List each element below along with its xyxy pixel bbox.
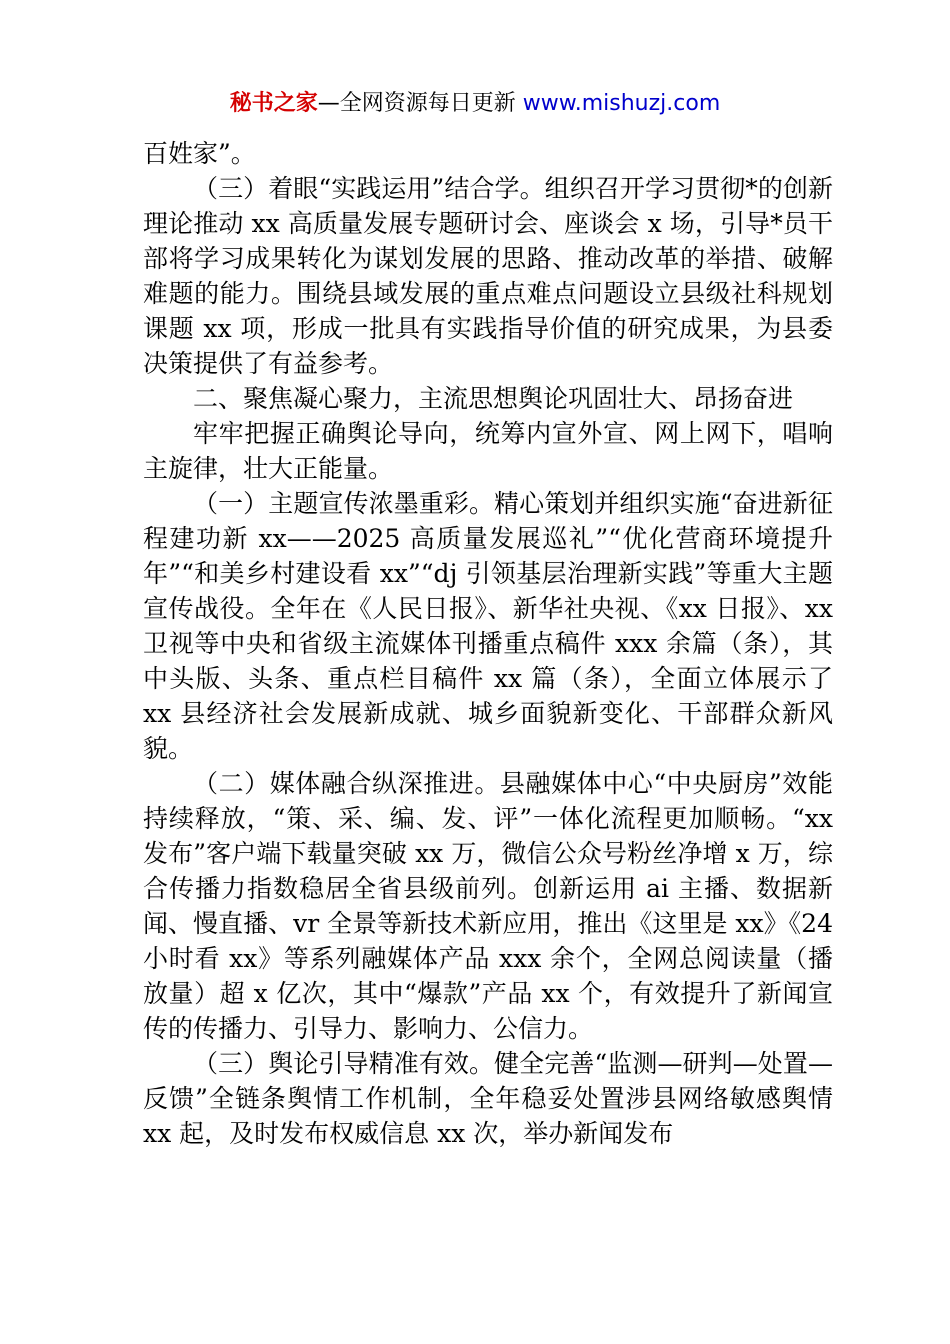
website-link[interactable]: www.mishuzj.com (522, 91, 721, 116)
paragraph: （三）着眼“实践运用”结合学。组织召开学习贯彻*的创新理论推动 xx 高质量发展专题研讨会、座谈会 x 场，引导*员干部将学习成果转化为谋划发展的思路、推动改革的举措、破解难题的能力。围绕县域发展的重点难点问题设立县级社科规划课题 xx 项，形成一批具有实践指导价值的研究成果，为县委决策提供了有益参考。 (143, 174, 833, 378)
document-body (143, 136, 833, 1151)
section-heading: 二、聚焦凝心聚力，主流思想舆论巩固壮大、昂扬奋进 (193, 384, 794, 413)
paragraph: 百姓家”。 (143, 139, 256, 168)
brand-name: 秘书之家 (229, 91, 318, 116)
page-header (0, 86, 950, 122)
paragraph: （二）媒体融合纵深推进。县融媒体中心“中央厨房”效能持续释放，“策、采、编、发、评”一体化流程更加顺畅。“xx 发布”客户端下载量突破 xx 万，微信公众号粉丝净增 x 万，综合传播力指数稳居全省县级前列。创新运用 ai 主播、数据新闻、慢直播、vr 全景等新技术新应用，推出《这里是 xx》《24 小时看 xx》等系列融媒体产品 xxx 余个，全网总阅读量（播放量）超 x 亿次，其中“爆款”产品 xx 个，有效提升了新闻宣传的传播力、引导力、影响力、公信力。 (143, 769, 833, 1043)
paragraph: （一）主题宣传浓墨重彩。精心策划并组织实施“奋进新征程建功新 xx——2025 高质量发展巡礼”“优化营商环境提升年”“和美乡村建设看 xx”“dj 引领基层治理新实践”等重大主题宣传战役。全年在《人民日报》、新华社央视、《xx 日报》、xx 卫视等中央和省级主流媒体刊播重点稿件 xxx 余篇（条），其中头版、头条、重点栏目稿件 xx 篇（条），全面立体展示了 xx 县经济社会发展新成就、城乡面貌新变化、干部群众新风貌。 (143, 489, 833, 763)
paragraph: 牢牢把握正确舆论导向，统筹内宣外宣、网上网下，唱响主旋律，壮大正能量。 (143, 419, 833, 483)
paragraph: （三）舆论引导精准有效。健全完善“监测—研判—处置—反馈”全链条舆情工作机制，全年稳妥处置涉县网络敏感舆情 xx 起，及时发布权威信息 xx 次，举办新闻发布 (143, 1049, 833, 1148)
header-tagline: —全网资源每日更新 (317, 91, 516, 116)
